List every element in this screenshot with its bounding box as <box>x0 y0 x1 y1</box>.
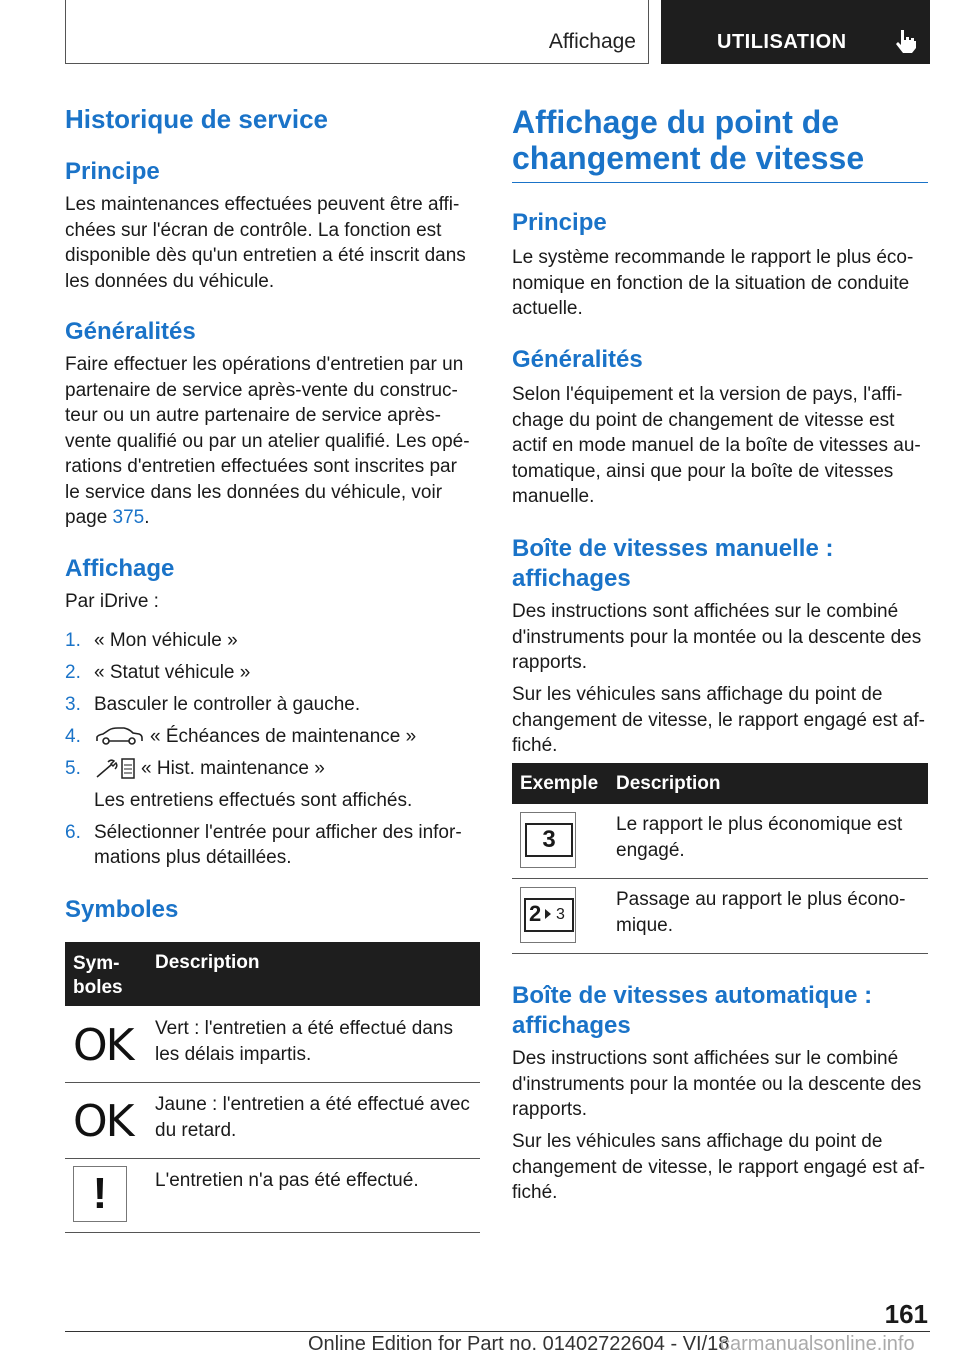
table-header <box>65 942 480 1006</box>
table-row <box>65 1158 480 1233</box>
page-number: 161 <box>884 1299 928 1329</box>
step-number: 4. <box>65 726 81 747</box>
text-line: vente qualifié ou par un atelier qualifié. Les opé- <box>65 430 470 452</box>
text-line: rations d'entretien effectuées sont inscrites par <box>65 456 457 477</box>
row-description <box>155 1168 475 1194</box>
gear-shift-box <box>520 887 576 943</box>
gear-current: 2 <box>529 901 542 926</box>
text-line: L'entretien n'a pas été effectué. <box>155 1170 419 1191</box>
step-number: 3. <box>65 694 81 715</box>
manual-text-1 <box>512 599 932 676</box>
ok-yellow-symbol: OK <box>73 1096 133 1147</box>
table-row <box>65 1006 480 1083</box>
step-text: Sélectionner l'entrée pour afficher des infor- <box>94 822 462 843</box>
heading-line: Boîte de vitesses automatique : <box>512 982 873 1009</box>
hand-pointer-icon <box>893 28 919 54</box>
page-ref-suffix: . <box>144 507 150 528</box>
text-line: les délais impartis. <box>155 1043 312 1065</box>
text-line: nomique en fonction de la situation de conduite <box>512 272 910 294</box>
watermark: carmanualsonline.info <box>720 1333 915 1355</box>
arrow-right-icon <box>545 909 551 919</box>
heading-generalites: Généralités <box>65 318 196 345</box>
column-header-description: Description <box>155 952 260 973</box>
header-rule-left <box>65 0 66 64</box>
text-line: actuelle. <box>512 298 583 319</box>
text-line: Sur les véhicules sans affichage du point de <box>512 1131 883 1152</box>
text-line: Selon l'équipement et la version de pays, l'affi- <box>512 384 903 405</box>
generalites-text <box>65 352 485 531</box>
title-underline <box>512 182 928 183</box>
header-rule-bottom <box>65 63 649 64</box>
heading-generalites: Généralités <box>512 346 643 373</box>
page-ref-prefix: page <box>65 507 113 528</box>
gear-shift-display <box>524 898 574 932</box>
principe-text <box>65 192 485 294</box>
step-text: « Hist. maintenance » <box>141 758 325 779</box>
header-section-title: Affichage <box>548 30 636 53</box>
text-line: engagé. <box>616 839 685 861</box>
text-line: d'instruments pour la montée ou la descente des <box>512 626 922 648</box>
text-line: disponible dès qu'un entretien a été inscrit dans <box>65 245 466 266</box>
heading-automatic-gearbox <box>512 981 872 1041</box>
section-title-line: Affichage du point de <box>512 104 840 140</box>
edition-info: Online Edition for Part no. 01402722604 - VI/18 <box>308 1333 730 1355</box>
text-line: fiché. <box>512 1182 558 1203</box>
table-row <box>65 1082 480 1159</box>
header-rule-right <box>648 0 649 64</box>
heading-affichage: Affichage <box>65 555 175 582</box>
table-row <box>512 804 928 879</box>
text-line: partenaire de service après-vente du construc- <box>65 379 458 401</box>
generalites-text <box>512 382 932 510</box>
section-title-service-history: Historique de service <box>65 104 328 134</box>
text-line <box>65 505 485 531</box>
text-line: mique. <box>616 914 674 936</box>
heading-manual-gearbox <box>512 534 833 594</box>
text-line: Les maintenances effectuées peuvent être affi- <box>65 194 460 215</box>
row-description <box>616 812 926 863</box>
step-number: 5. <box>65 758 81 779</box>
warning-symbol-box <box>73 1166 127 1222</box>
text-line: changement de vitesse, le rapport engagé est af- <box>512 1156 925 1178</box>
text-line: rapports. <box>512 652 587 673</box>
automatic-text-2 <box>512 1129 932 1206</box>
heading-line: Boîte de vitesses manuelle : <box>512 535 834 562</box>
car-icon <box>94 726 144 748</box>
affichage-intro: Par iDrive : <box>65 591 159 612</box>
text-line: Le rapport le plus économique est <box>616 814 903 835</box>
row-description <box>155 1092 475 1143</box>
text-line: Passage au rapport le plus écono- <box>616 889 906 910</box>
column-header-example: Exemple <box>520 773 599 794</box>
column-header-description: Description <box>616 773 721 794</box>
text-line: les données du véhicule. <box>65 270 275 292</box>
section-title-line: changement de vitesse <box>512 140 865 176</box>
chapter-label: UTILISATION <box>717 31 847 53</box>
manual-text-2 <box>512 682 932 759</box>
ok-green-symbol: OK <box>73 1020 133 1071</box>
text-line: du retard. <box>155 1119 237 1141</box>
table-row <box>512 879 928 954</box>
gear-number: 3 <box>525 823 573 857</box>
step-text: « Échéances de maintenance » <box>150 726 417 747</box>
text-line: rapports. <box>512 1099 587 1120</box>
text-line: Sur les véhicules sans affichage du point de <box>512 684 883 705</box>
text-line: tomatique, ainsi que pour la boîte de vitesses <box>512 460 894 482</box>
text-line: chées sur l'écran de contrôle. La fonction est <box>65 219 442 241</box>
step-text: Les entretiens effectués sont affichés. <box>94 790 413 811</box>
text-line: fiché. <box>512 735 558 756</box>
step-text: Basculer le controller à gauche. <box>94 694 361 715</box>
text-line: Vert : l'entretien a été effectué dans <box>155 1018 453 1039</box>
step-text: mations plus détaillées. <box>94 847 292 868</box>
wrench-logbook-icon <box>94 757 138 781</box>
heading-line: affichages <box>512 565 631 592</box>
automatic-text-1 <box>512 1046 932 1123</box>
principe-text <box>512 245 932 322</box>
step-text: « Mon véhicule » <box>94 630 238 651</box>
text-line: Le système recommande le rapport le plus éco- <box>512 247 914 268</box>
text-line: Des instructions sont affichées sur le combiné <box>512 1048 899 1069</box>
step-number: 1. <box>65 630 81 651</box>
text-line: chage du point de changement de vitesse est <box>512 409 895 431</box>
step-number: 6. <box>65 822 81 843</box>
text-line: Faire effectuer les opérations d'entretien par un <box>65 354 464 375</box>
header-chapter-tab[interactable] <box>661 0 930 64</box>
text-line: le service dans les données du véhicule, voir <box>65 481 443 503</box>
text-line: changement de vitesse, le rapport engagé est af- <box>512 709 925 731</box>
text-line: d'instruments pour la montée ou la descente des <box>512 1073 922 1095</box>
text-line: Des instructions sont affichées sur le combiné <box>512 601 899 622</box>
text-line: manuelle. <box>512 486 595 507</box>
header-line: Sym- <box>73 953 120 974</box>
exclamation-icon: ! <box>92 1169 108 1218</box>
heading-line: affichages <box>512 1012 631 1039</box>
row-description <box>155 1016 475 1067</box>
text-line: Jaune : l'entretien a été effectué avec <box>155 1094 470 1115</box>
step-number: 2. <box>65 662 81 683</box>
heading-symboles: Symboles <box>65 896 179 923</box>
text-line: actif en mode manuel de la boîte de vitesses au- <box>512 435 921 456</box>
text-line: teur ou un autre partenaire de service après- <box>65 405 441 426</box>
page-link[interactable]: 375 <box>112 507 145 528</box>
row-description <box>616 887 926 938</box>
section-title-block <box>512 104 928 176</box>
heading-principe: Principe <box>65 158 160 185</box>
step-text: « Statut véhicule » <box>94 662 251 683</box>
header-line: boles <box>73 977 123 998</box>
gear-target: 3 <box>556 906 565 923</box>
heading-principe: Principe <box>512 209 607 236</box>
gear-display-box <box>520 812 576 868</box>
column-header-symbols <box>73 952 123 1000</box>
footer-rule <box>65 1331 930 1332</box>
